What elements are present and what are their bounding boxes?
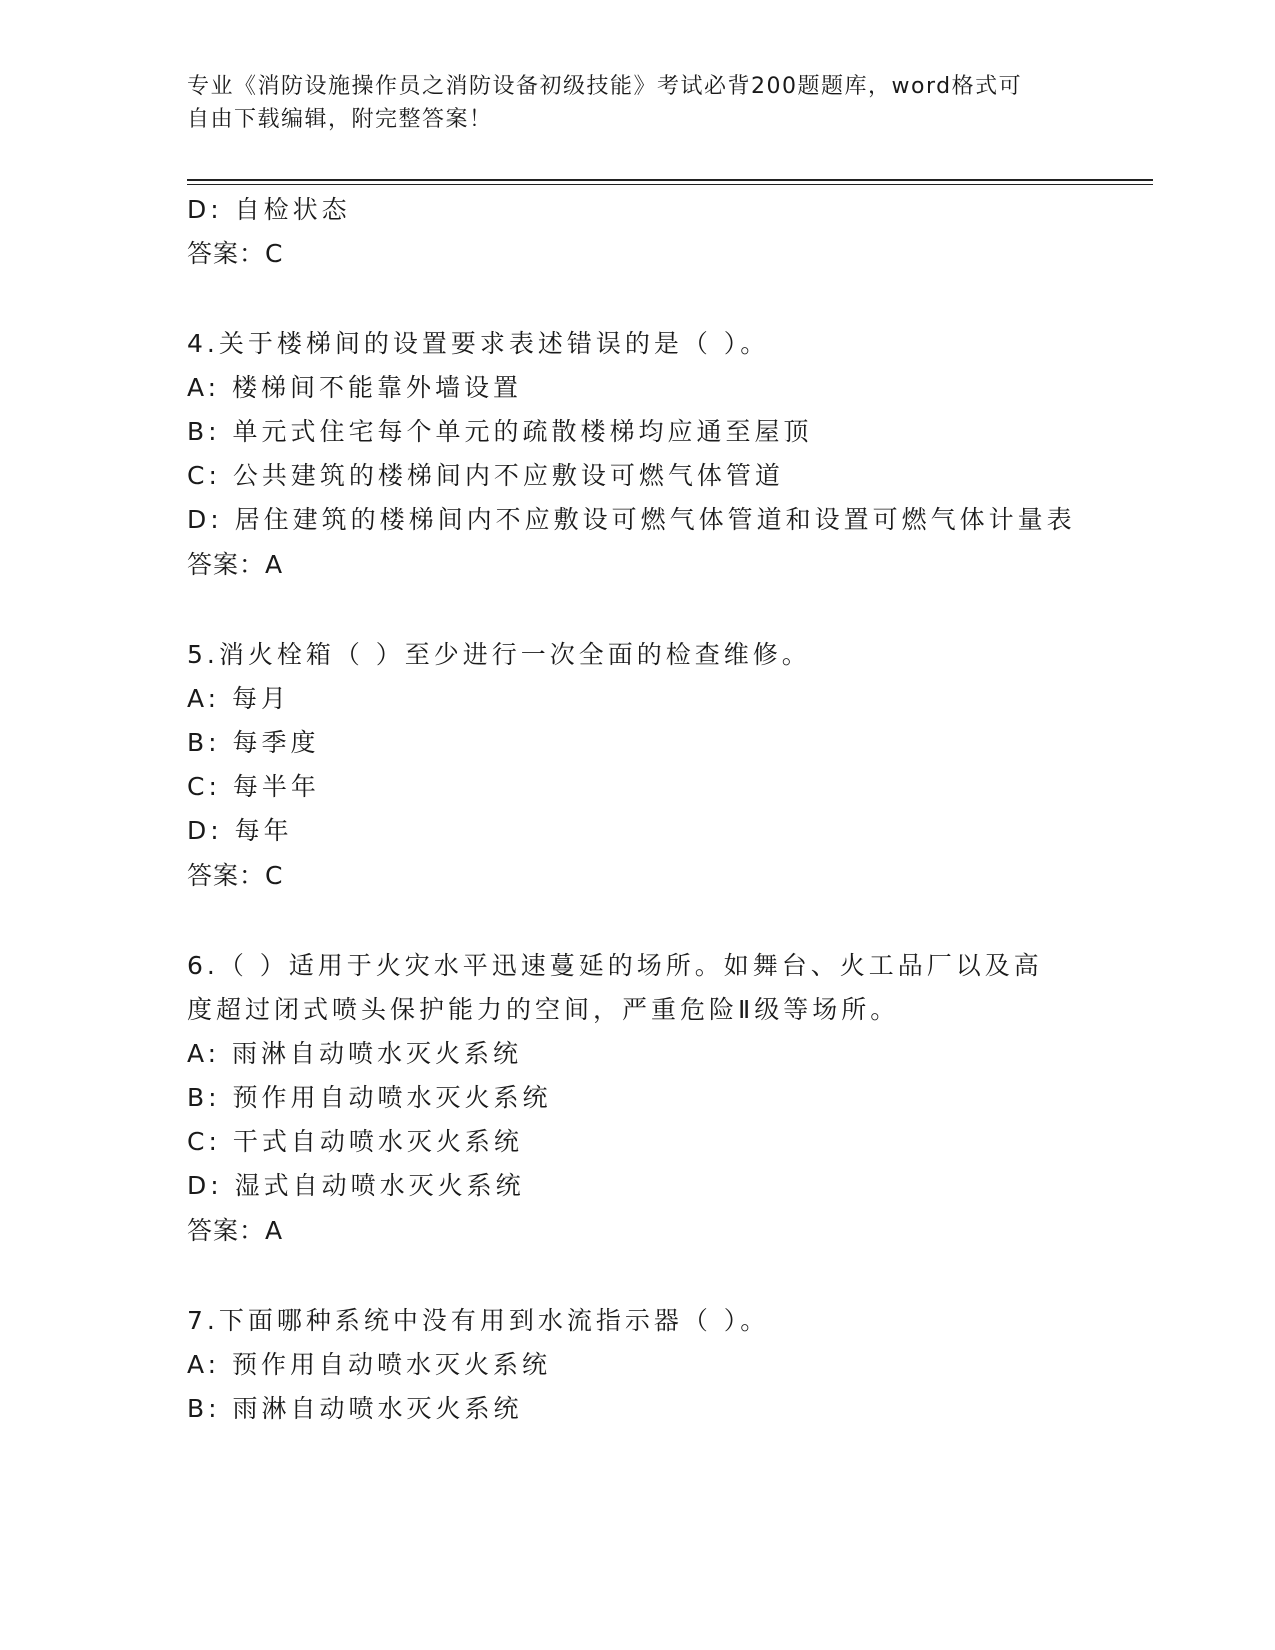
header-divider-thick (187, 179, 1153, 181)
q7-option-b: B: 雨淋自动喷水灭火系统 (187, 1394, 523, 1423)
q6-option-a: A: 雨淋自动喷水灭火系统 (187, 1039, 523, 1068)
q5-answer: 答案：C (187, 861, 284, 890)
q4-stem: 4.关于楼梯间的设置要求表述错误的是（ ）。 (187, 329, 770, 358)
prev-answer: 答案：C (187, 239, 284, 268)
q4-option-d: D: 居住建筑的楼梯间内不应敷设可燃气体管道和设置可燃气体计量表 (187, 505, 1076, 534)
q5-option-b: B: 每季度 (187, 728, 320, 757)
q5-stem: 5.消火栓箱（ ）至少进行一次全面的检查维修。 (187, 640, 811, 669)
header-line-2: 自由下载编辑，附完整答案！ (187, 107, 493, 132)
q6-option-d: D: 湿式自动喷水灭火系统 (187, 1171, 525, 1200)
q4-answer: 答案：A (187, 550, 284, 579)
q7-stem: 7.下面哪种系统中没有用到水流指示器（ ）。 (187, 1306, 770, 1335)
q5-option-c: C: 每半年 (187, 772, 320, 801)
header-divider-thin (187, 184, 1153, 185)
q6-option-b: B: 预作用自动喷水灭火系统 (187, 1083, 552, 1112)
q5-option-d: D: 每年 (187, 816, 293, 845)
q4-option-c: C: 公共建筑的楼梯间内不应敷设可燃气体管道 (187, 461, 784, 490)
prev-option-d: D: 自检状态 (187, 195, 351, 224)
q6-stem-line-2: 度超过闭式喷头保护能力的空间，严重危险Ⅱ级等场所。 (187, 995, 900, 1024)
q4-option-b: B: 单元式住宅每个单元的疏散楼梯均应通至屋顶 (187, 417, 813, 446)
header-line-1: 专业《消防设施操作员之消防设备初级技能》考试必背200题题库，word格式可 (187, 74, 1023, 99)
q6-answer: 答案：A (187, 1216, 284, 1245)
q4-option-a: A: 楼梯间不能靠外墙设置 (187, 373, 523, 402)
q5-option-a: A: 每月 (187, 684, 291, 713)
q7-option-a: A: 预作用自动喷水灭火系统 (187, 1350, 552, 1379)
document-header (187, 70, 1067, 136)
q6-stem-line-1: 6.（ ）适用于火灾水平迅速蔓延的场所。如舞台、火工品厂以及高 (187, 951, 1043, 980)
q6-option-c: C: 干式自动喷水灭火系统 (187, 1127, 523, 1156)
